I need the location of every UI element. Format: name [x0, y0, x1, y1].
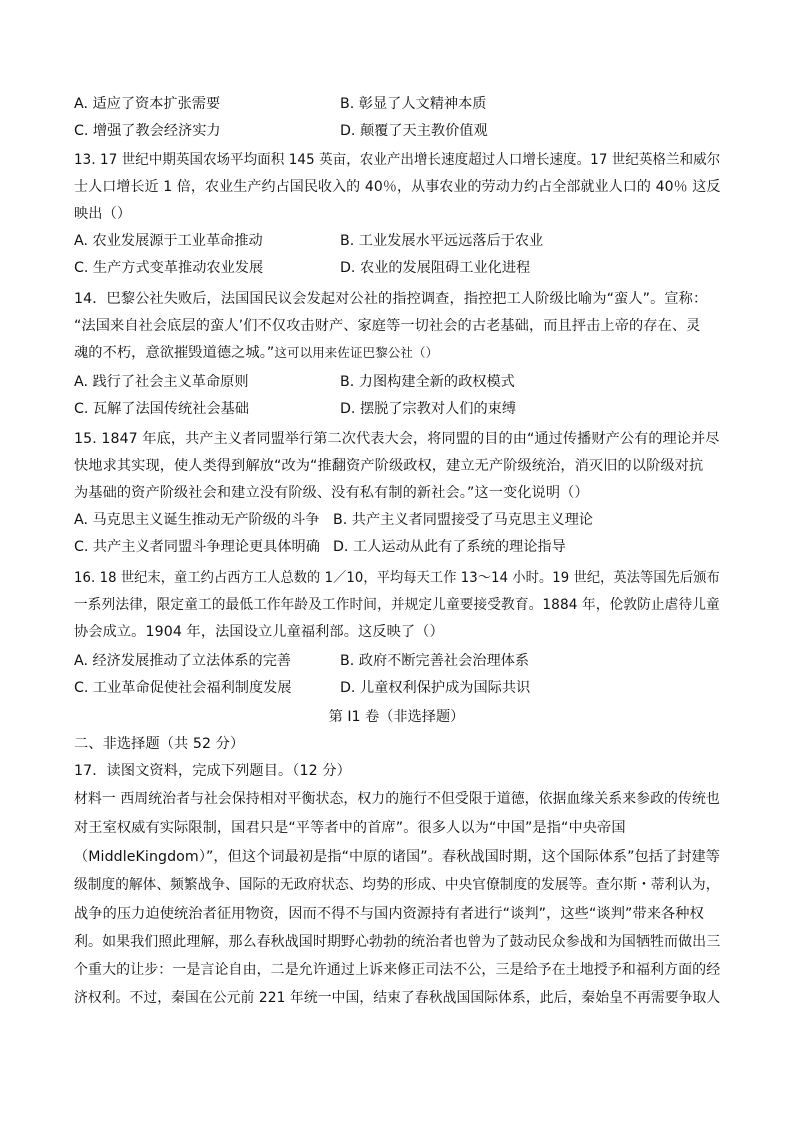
q13-line-1: 13. 17 世纪中期英国农场平均面积 145 英亩，农业产出增长速度超过人口增长速度。17 世纪英格兰和威尔 — [74, 152, 721, 168]
q16-line-3: 协会成立。1904 年，法国设立儿童福利部。这反映了（） — [74, 624, 444, 640]
q17-line-2: 对王室权威有实际限制，国君只是“平等者中的首席”。很多人以为“中国”是指“中央帝国 — [74, 820, 626, 836]
q15-line-2: 快地求其实现，使人类得到解放“改为“推翻资产阶级政权，建立无产阶级统治，消灭旧的以阶级对抗 — [74, 458, 704, 474]
q17-line-1: 材料一 西周统治者与社会保持相对平衡状态，权力的施行不但受限于道德，依据血缘关系来参政的传统也 — [74, 791, 720, 807]
q17-line-8: 济权利。不过，秦国在公元前 221 年统一中国，结束了春秋战国国际体系，此后，秦始皇不再需要争取人 — [74, 990, 721, 1006]
q16-line-1: 16. 18 世纪末，童工约占西方工人总数的 1／10，平均每天工作 13～14 小时。19 世纪，英法等国先后颁布 — [74, 570, 720, 586]
q14-option-c: C. 瓦解了法国传统社会基础 — [74, 401, 249, 417]
q15-line-1: 15. 1847 年底，共产主义者同盟举行第二次代表大会，将同盟的目的由“通过传播财产公有的理论并尽 — [74, 431, 720, 447]
q14-option-d: D. 摆脱了宗教对人们的束缚 — [340, 401, 517, 417]
q15-option-b: B. 共产主义者同盟接受了马克思主义理论 — [333, 512, 593, 528]
q14-line-2: “法国来自社会底层的蛮人’们不仅攻击财产、家庭等一切社会的古老基础，而且抨击上帝的存在、灵 — [74, 318, 701, 334]
q17-line-5: 战争的压力迫使统治者征用物资，因而不得不与国内资源持有者进行“谈判”，这些“谈判”带来各种权 — [74, 906, 704, 922]
q17-line-7: 个重大的让步：一是言论自由，二是允许通过上诉来修正司法不公，三是给予在土地授予和福利方面的经 — [74, 962, 721, 978]
q14-option-a: A. 践行了社会主义革命原则 — [74, 374, 249, 390]
q12-option-c: C. 增强了教会经济实力 — [74, 123, 221, 139]
part-title: 二、非选择题（共 52 分） — [74, 736, 245, 752]
q16-option-c: C. 工业革命促使社会福利制度发展 — [74, 680, 292, 696]
q12-option-d: D. 颠覆了天主教价值观 — [340, 123, 488, 139]
q15-line-3: 为基础的资产阶级社会和建立没有阶级、没有私有制的新社会。”这一变化说明（） — [74, 485, 589, 501]
q16-option-a: A. 经济发展推动了立法体系的完善 — [74, 653, 292, 669]
q16-line-2: 一系列法律，限定童工的最低工作年龄及工作时间，并规定儿童要接受教育。1884 年，伦敦防止虐待儿童 — [74, 597, 720, 613]
q15-option-d: D. 工人运动从此有了系统的理论指导 — [333, 539, 566, 555]
q14-tail: 这可以用来佐证巴黎公社（） — [274, 345, 439, 360]
q13-option-c: C. 生产方式变革推动农业发展 — [74, 260, 264, 276]
q13-option-a: A. 农业发展源于工业革命推动 — [74, 233, 263, 249]
q14-line-3-text: 魂的不朽，意欲摧毁道德之城。” — [74, 345, 275, 361]
q17-intro: 17．读图文资料，完成下列题目。（12 分） — [74, 763, 351, 779]
q14-line-1: 14．巴黎公社失败后，法国国民议会发起对公社的指控调查，指控把工人阶级比喻为“蛮人”。宣称： — [74, 291, 708, 307]
q15-option-a: A. 马克思主义诞生推动无产阶级的斗争 — [74, 512, 320, 528]
q13-option-d: D. 农业的发展阻碍工业化进程 — [340, 260, 531, 276]
q16-option-d: D. 儿童权利保护成为国际共识 — [340, 680, 531, 696]
q12-option-b: B. 彰显了人文精神本质 — [340, 96, 487, 112]
q12-option-a: A. 适应了资本扩张需要 — [74, 96, 221, 112]
q13-option-b: B. 工业发展水平远远落后于农业 — [340, 233, 544, 249]
volume-title: 第 I1 卷（非选择题） — [328, 709, 465, 725]
q13-line-3: 映出（） — [74, 206, 132, 222]
q14-option-b: B. 力图构建全新的政权模式 — [340, 374, 515, 390]
q14-line-3 — [74, 343, 438, 363]
q15-option-c: C. 共产主义者同盟斗争理论更具体明确 — [74, 539, 320, 555]
q13-line-2: 士人口增长近 1 倍，农业生产约占国民收入的 40％，从事农业的劳动力约占全部就业人口的 40％ 这反 — [74, 179, 721, 195]
q17-line-4: 级制度的解体、频繁战争、国际的无政府状态、均势的形成、中央官僚制度的发展等。查尔斯・蒂利认为， — [74, 877, 720, 893]
q16-option-b: B. 政府不断完善社会治理体系 — [340, 653, 530, 669]
q17-line-6: 利。如果我们照此理解，那么春秋战国时期野心勃勃的统治者也曾为了鼓动民众参战和为国牺牲而做出三 — [74, 934, 721, 950]
q17-line-3: （MiddleKingdom）”，但这个词最初是指“中原的诸国”。春秋战国时期，这个国际体系”包括了封建等 — [74, 849, 720, 865]
